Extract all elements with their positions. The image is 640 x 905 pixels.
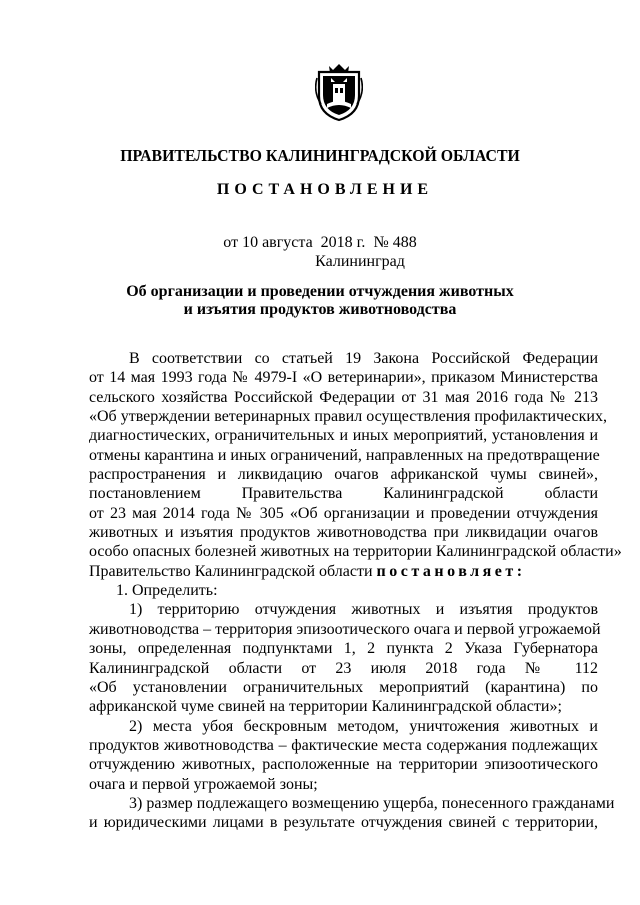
body-line: и юридическими лицами в результате отчуждения свиней с территории, — [89, 814, 598, 832]
body-line: очага и первой угрожаемой зоны; — [89, 775, 318, 793]
title-line-2: и изъятия продуктов животноводства — [183, 301, 457, 318]
body-line: особо опасных болезней животных на территории Калининградской области» — [89, 543, 622, 561]
document-type: ПОСТАНОВЛЕНИЕ — [216, 181, 434, 198]
body-line: зоны, определенная подпунктами 1, 2 пункта 2 Указа Губернатора — [89, 640, 598, 658]
body-line: животноводства – территория эпизоотического очага и первой угрожаемой — [89, 620, 601, 638]
body-line: от 23 мая 2014 года № 305 «Об организации и проведении отчуждения — [89, 504, 598, 522]
body-line: «Об утверждении ветеринарных правил осуществления профилактических, — [89, 408, 607, 426]
body-line: В соответствии со статьей 19 Закона Российской Федерации — [129, 350, 598, 367]
body-line: сельского хозяйства Российской Федерации от 31 мая 2016 года № 213 — [89, 388, 598, 406]
number-sign: № — [373, 234, 389, 251]
document-number: 488 — [392, 234, 417, 251]
body-line: отмены карантина и иных ограничений, направленных на предотвращение — [89, 446, 600, 464]
body-line: Калининградской области от 23 июля 2018 года № 112 — [89, 659, 598, 677]
body-line: 1) территорию отчуждения животных и изъятия продуктов — [129, 601, 598, 619]
body-line: диагностических, ограничительных и иных мероприятий, установления и — [89, 427, 598, 445]
coat-of-arms-icon — [315, 62, 363, 122]
city: Калининград — [315, 253, 405, 270]
body-line: постановлением Правительства Калининградской области — [89, 485, 598, 503]
body-line: отчуждению животных, расположенные на территории эпизоотического — [89, 756, 598, 774]
body-line: 1. Определить: — [116, 582, 218, 600]
government-name: ПРАВИТЕЛЬСТВО КАЛИНИНГРАДСКОЙ ОБЛАСТИ — [120, 146, 520, 165]
spaced-word: постановляет: — [376, 562, 526, 580]
body-line: распространения и ликвидацию очагов африканской чумы свиней», — [89, 466, 598, 484]
body-line: африканской чуме свиней на территории Калининградской области»; — [89, 698, 562, 716]
document-title — [0, 283, 640, 319]
body-line: 2) места убоя бескровным методом, уничтожения животных и — [129, 717, 598, 735]
body-line: «Об установлении ограничительных мероприятий (карантина) по — [89, 678, 598, 696]
document-year: 2018 г. — [320, 234, 366, 251]
document-date: 10 августа — [242, 234, 313, 251]
date-line — [0, 234, 640, 252]
title-line-1: Об организации и проведении отчуждения животных — [126, 283, 514, 300]
body-line: от 14 мая 1993 года № 4979-I «О ветеринарии», приказом Министерства — [89, 369, 598, 387]
body-line: 3) размер подлежащего возмещению ущерба, понесенного гражданами — [129, 794, 615, 812]
date-prefix: от — [223, 234, 239, 251]
body-line: животных и изъятия продуктов животноводства при ликвидации очагов — [89, 524, 598, 542]
body-line: продуктов животноводства – фактические места содержания подлежащих — [89, 736, 598, 754]
body-line — [89, 562, 598, 581]
document-body — [89, 349, 622, 833]
body-line-text: Правительство Калининградской области — [89, 562, 373, 580]
